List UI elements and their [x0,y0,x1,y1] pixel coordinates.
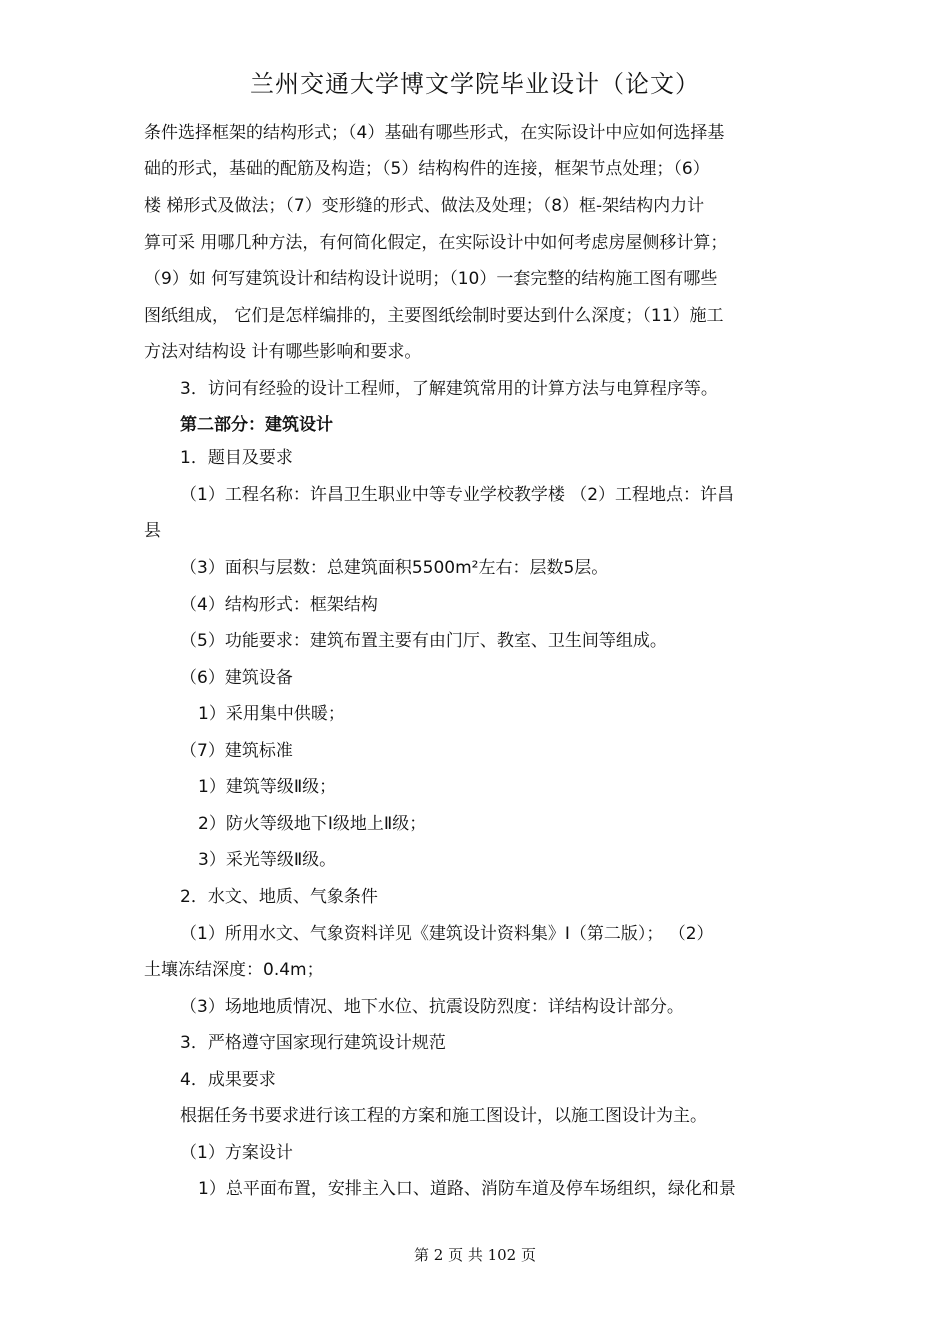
body-line: 3．严格遵守国家现行建筑设计规范 [180,1033,446,1053]
body-line: （5）功能要求：建筑布置主要有由门厅、教室、卫生间等组成。 [180,631,667,651]
body-line: 1）建筑等级Ⅱ级； [198,777,337,797]
body-line: 2．水文、地质、气象条件 [180,887,378,907]
body-line: 土壤冻结深度：0.4m； [144,960,324,980]
body-line: （4）结构形式：框架结构 [180,595,378,615]
body-line: 础的形式，基础的配筋及构造；（5）结构构件的连接，框架节点处理；（6） [144,159,710,179]
body-line: （3）场地地质情况、地下水位、抗震设防烈度：详结构设计部分。 [180,997,684,1017]
body-line: 3．访问有经验的设计工程师，了解建筑常用的计算方法与电算程序等。 [180,379,718,399]
body-line: 1）总平面布置，安排主入口、道路、消防车道及停车场组织，绿化和景 [198,1179,736,1199]
body-line: 1．题目及要求 [180,448,293,468]
body-line: （1）工程名称：许昌卫生职业中等专业学校教学楼 （2）工程地点：许昌 [180,485,735,505]
body-line: 根据任务书要求进行该工程的方案和施工图设计，以施工图设计为主。 [180,1106,707,1126]
body-line: 条件选择框架的结构形式；（4）基础有哪些形式，在实际设计中应如何选择基 [144,123,725,143]
body-line: 2）防火等级地下Ⅰ级地上Ⅱ级； [198,814,427,834]
body-line: （1）所用水文、气象资料详见《建筑设计资料集》Ⅰ（第二版）； （2） [180,924,714,944]
page-header-title: 兰州交通大学博文学院毕业设计（论文） [250,70,700,98]
body-line: 3）采光等级Ⅱ级。 [198,850,337,870]
body-line: （1）方案设计 [180,1143,293,1163]
body-line: 图纸组成， 它们是怎样编排的，主要图纸绘制时要达到什么深度；（11）施工 [144,306,724,326]
body-line: 4．成果要求 [180,1070,276,1090]
page-number: 第 2 页 共 102 页 [413,1246,536,1264]
body-line: 县 [144,521,161,541]
body-line: （7）建筑标准 [180,741,293,761]
section-heading: 第二部分：建筑设计 [180,415,333,435]
body-line: （9）如 何写建筑设计和结构设计说明；（10）一套完整的结构施工图有哪些 [144,269,718,289]
body-line: 方法对结构设 计有哪些影响和要求。 [144,342,422,362]
body-line: 1）采用集中供暖； [198,704,345,724]
body-line: （6）建筑设备 [180,668,293,688]
body-line: 楼 梯形式及做法；（7）变形缝的形式、做法及处理；（8）框-架结构内力计 [144,196,705,216]
body-line: 算可采 用哪几种方法，有何简化假定，在实际设计中如何考虑房屋侧移计算； [144,233,728,253]
body-line: （3）面积与层数：总建筑面积5500m²左右：层数5层。 [180,558,609,578]
